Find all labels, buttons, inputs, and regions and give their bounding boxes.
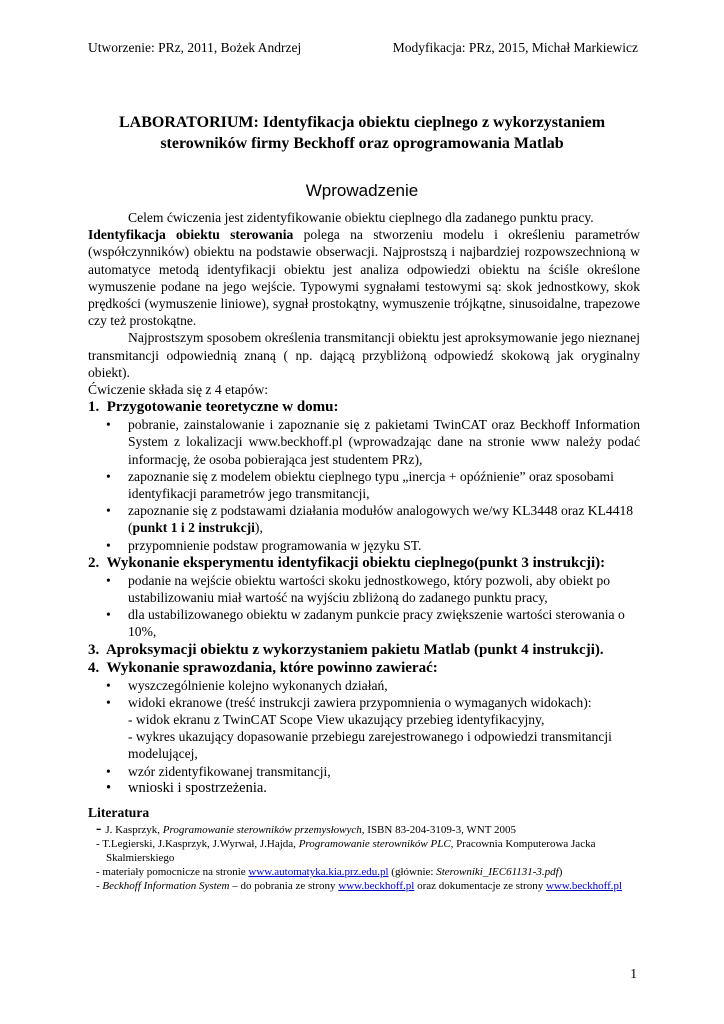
intro-paragraph-4: Ćwiczenie składa się z 4 etapów: [88, 382, 269, 398]
reference-4: - Beckhoff Information System – do pobrania ze strony www.beckhoff.pl oraz dokumentacje ze strony www.beckhoff.pl [96, 880, 623, 892]
intro-paragraph-3: Najprostszym sposobem określenia transmitancji obiektu jest aproksymowanie jego nieznanej transmitancji odpowiednią znaną ( np. dającą przybliżoną odpowiedź skokową jak oryginalny obiekt). [88, 330, 640, 380]
bullet-icon: • [106, 503, 111, 519]
bullet-icon: • [106, 537, 111, 553]
list-item: • wyszczególnienie kolejno wykonanych działań, [106, 677, 388, 693]
page-number: 1 [630, 966, 637, 981]
section-title: Wprowadzenie [305, 181, 419, 200]
intro-paragraph-2-text: polega na stworzeniu modelu i określeniu parametrów (współczynników) obiektu na podstawie obserwacji. Najprostszą i najbardziej rozpowszechnioną w automatyce metodą identyfikacji obiektu jest analiza odpowiedzi obiektu na ściśle określone wymuszenie podane na jego wejście. Typowymi sygnałami testowymi są: skok jednostkowy, skok prędkości (wymuszenie liniowe), sygnał prostokątny, wymuszenie trójkątne, sinusoidalne, trapezowe czy też prostokątne. [88, 227, 640, 329]
bullet-icon: • [106, 763, 111, 779]
intro-paragraph-2 [88, 226, 640, 329]
automatyka-link[interactable]: www.automatyka.kia.prz.edu.pl [248, 866, 389, 878]
stage-1-number: 1. [88, 399, 100, 416]
stage-4-heading [88, 659, 640, 677]
intro-paragraph-1: Celem ćwiczenia jest zidentyfikowanie obiektu cieplnego dla zadanego punktu pracy. [128, 210, 594, 225]
stage-1-title: Przygotowanie teoretyczne w domu: [106, 399, 339, 416]
list-item: • zapoznanie się z podstawami działania modułów analogowych we/wy KL3448 oraz KL4418 (punkt 1 i 2 instrukcji), [106, 503, 634, 536]
reference-2: - T.Legierski, J.Kasprzyk, J.Wyrwał, J.Hajda, Programowanie sterowników PLC, Pracownia Komputerowa Jacka Skalmierskiego [96, 838, 596, 864]
document-title [80, 112, 644, 154]
document-body [88, 209, 640, 797]
header-left: Utworzenie: PRz, 2011, Bożek Andrzej [88, 40, 302, 55]
stage-2-title: Wykonanie eksperymentu identyfikacji obiektu cieplnego(punkt 3 instrukcji): [106, 554, 606, 571]
stage-2-number: 2. [88, 554, 100, 571]
stage-1-heading [88, 398, 640, 416]
beckhoff-link[interactable]: www.beckhoff.pl [338, 880, 415, 892]
stage-4-number: 4. [88, 659, 100, 676]
list-item: • podanie na wejście obiektu wartości skoku jednostkowego, który pozwoli, aby obiekt po ustabilizowaniu miał wartość na wyjściu zbliżoną do zadanego punktu pracy, [106, 572, 611, 606]
stage-2-list [88, 572, 640, 641]
literature-heading: Literatura [88, 805, 150, 820]
title-line-1: LABORATORIUM: Identyfikacja obiektu cieplnego z wykorzystaniem [118, 114, 606, 131]
title-line-2: sterowników firmy Beckhoff oraz oprogramowania Matlab [160, 135, 564, 152]
list-item: • przypomnienie podstaw programowania w języku ST. [106, 537, 422, 553]
sub-item: - widok ekranu z TwinCAT Scope View ukazujący przebieg identyfikacyjny, [128, 712, 545, 728]
stage-4-title: Wykonanie sprawozdania, które powinno zawierać: [106, 659, 438, 676]
list-item: • dla ustabilizowanego obiektu w zadanym punkcie pracy zwiększenie wartości sterowania o 10%, [106, 607, 625, 640]
bullet-icon: • [106, 468, 111, 484]
reference-1: - J. Kasprzyk, Programowanie sterowników przemysłowych, ISBN 83-204-3109-3, WNT 2005 [96, 820, 516, 837]
sub-item: - wykres ukazujący dopasowanie przebiegu zarejestrowanego i odpowiedzi transmitancji modelującej, [128, 729, 612, 762]
list-item: • widoki ekranowe (treść instrukcji zawiera przypomnienia o wymaganych widokach): - widok ekranu z TwinCAT Scope View ukazujący przebieg identyfikacyjny, - wykres ukazujący dopasowanie przebiegu zarejestrowanego i odpowiedzi transmitancji modelującej, [106, 694, 612, 762]
beckhoff-link-2[interactable]: www.beckhoff.pl [545, 880, 623, 892]
literature-section [88, 804, 640, 893]
bullet-icon: • [106, 572, 111, 588]
list-item: • zapoznanie się z modelem obiektu cieplnego typu „inercja + opóźnienie” oraz sposobami identyfikacji parametrów jego transmitancji, [106, 468, 614, 502]
stage-2-heading [88, 554, 640, 572]
header-right: Modyfikacja: PRz, 2015, Michał Markiewicz [392, 40, 638, 55]
stage-3-number: 3. [88, 641, 100, 658]
bullet-icon: • [106, 677, 111, 693]
list-item: • wzór zidentyfikowanej transmitancji, [106, 763, 331, 779]
stage-4-list [88, 677, 640, 797]
bullet-icon: • [106, 694, 111, 710]
list-item: • wnioski i spostrzeżenia. [106, 779, 267, 796]
bullet-icon: • [106, 417, 111, 433]
stage-3-heading [88, 641, 640, 659]
bullet-icon: • [106, 607, 111, 623]
bullet-icon: • [106, 779, 112, 796]
stage-1-list [88, 416, 640, 554]
reference-3: - materiały pomocnicze na stronie www.automatyka.kia.prz.edu.pl (głównie: Sterowniki_IEC61131-3.pdf) [96, 866, 563, 878]
list-item: • pobranie, zainstalowanie i zapoznanie się z pakietami TwinCAT oraz Beckhoff Information System z lokalizacji www.beckhoff.pl (wprowadzając dane na stronie www należy podać informację, że osoba pobierająca jest studentem PRz), [106, 417, 640, 467]
identification-term: Identyfikacja obiektu sterowania [88, 227, 294, 243]
stage-3-title: Aproksymacji obiektu z wykorzystaniem pakietu Matlab (punkt 4 instrukcji). [105, 641, 604, 658]
dash-icon: - [96, 820, 106, 837]
